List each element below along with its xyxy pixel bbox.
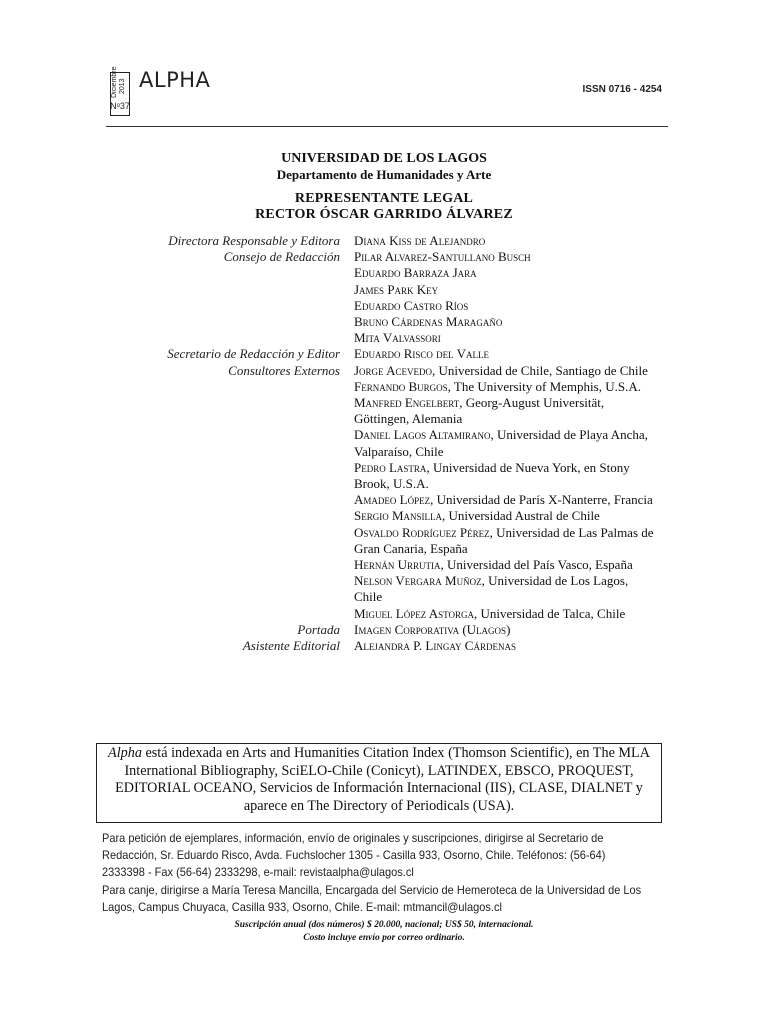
person-name: Bruno Cárdenas Maragaño xyxy=(354,314,503,330)
rector-name: RECTOR ÓSCAR GARRIDO ÁLVAREZ xyxy=(255,207,513,222)
masthead-row-consejo xyxy=(100,249,680,346)
consultant-entry: Sergio Mansilla, Universidad Austral de Chile xyxy=(354,508,600,524)
header-divider xyxy=(106,126,668,127)
masthead xyxy=(100,233,680,654)
consultant-entry: Amadeo López, Universidad de París X-Nanterre, Francia xyxy=(354,492,653,508)
university-title: UNIVERSIDAD DE LOS LAGOS xyxy=(281,151,487,166)
subscription-price: Suscripción anual (dos números) $ 20.000, nacional; US$ 50, internacional. xyxy=(234,920,534,930)
contact-info xyxy=(102,830,642,916)
person-name: Diana Kiss de Alejandro xyxy=(354,233,486,248)
journal-name: Alpha xyxy=(108,745,142,761)
consultant-entry: Nelson Vergara Muñoz, Universidad de Los Lagos, Chile xyxy=(354,573,629,605)
role-label: Consultores Externos xyxy=(228,362,340,378)
role-label: Directora Responsable y Editora xyxy=(168,233,340,248)
person-name: Eduardo Barraza Jara xyxy=(354,265,477,281)
logo-issue-number: $N^o37$ xyxy=(110,101,130,111)
contact-paragraph-orders: Para petición de ejemplares, información, envío de originales y suscripciones, dirigirse al Secretario de Redacción, Sr. Eduardo Risco, Avda. Fuchslocher 1305 - Casilla 933, Osorno, Chile. Teléfonos: (56-64) 2333398 - Fax (56-64) 2333298, e-mail: revistaalpha@ulagos.cl xyxy=(102,832,606,880)
person-name: Pilar Alvarez-Santullano Busch xyxy=(354,249,531,265)
consultant-entry: Fernando Burgos, The University of Memphis, U.S.A. xyxy=(354,378,641,394)
person-name: Eduardo Risco del Valle xyxy=(354,346,490,362)
masthead-row-consultores xyxy=(100,363,680,622)
person-name: James Park Key xyxy=(354,281,439,297)
person-name: Imagen Corporativa (Ulagos) xyxy=(354,621,511,637)
consultant-entry: Jorge Acevedo, Universidad de Chile, Santiago de Chile xyxy=(354,362,648,378)
masthead-row-directora xyxy=(100,233,680,249)
consultant-entry: Manfred Engelbert, Georg-August Universität, Göttingen, Alemania xyxy=(354,395,605,427)
role-label: Consejo de Redacción xyxy=(223,249,340,265)
masthead-row-secretario xyxy=(100,346,680,362)
role-label: Portada xyxy=(297,621,340,637)
consultant-entry: Osvaldo Rodríguez Pérez, Universidad de Las Palmas de Gran Canaria, España xyxy=(354,524,654,556)
shipping-note: Costo incluye envío por correo ordinario. xyxy=(303,933,465,943)
consultant-entry: Hernán Urrutia, Universidad del País Vasco, España xyxy=(354,557,633,573)
person-name: Alejandra P. Lingay Cárdenas xyxy=(354,638,516,654)
masthead-row-asistente xyxy=(100,638,680,654)
person-name: Mita Valvassori xyxy=(354,330,441,346)
indexing-text: está indexada en Arts and Humanities Citation Index (Thomson Scientific), en The MLA International Bibliography, SciELO-Chile (Conicyt), LATINDEX, EBSCO, PROQUEST, EDITORIAL OCEANO, Servicios de Información Internacional (IIS), CLASE, DIALNET y aparece en The Directory of Periodicals (USA). xyxy=(115,745,650,814)
consultant-entry: Daniel Lagos Altamirano, Universidad de Playa Ancha, Valparaíso, Chile xyxy=(354,427,648,459)
person-name: Eduardo Castro Ríos xyxy=(354,297,469,313)
masthead-row-portada xyxy=(100,622,680,638)
department-title: Departamento de Humanidades y Arte xyxy=(276,167,492,182)
consultant-entry: Miguel López Astorga, Universidad de Talca, Chile xyxy=(354,605,626,621)
indexing-notice xyxy=(96,743,662,823)
issn-label: ISSN 0716 - 4254 xyxy=(582,84,662,95)
legal-representative-heading: REPRESENTANTE LEGAL xyxy=(294,191,474,206)
contact-paragraph-exchange: Para canje, dirigirse a María Teresa Mancilla, Encargada del Servicio de Hemeroteca de la Universidad de Los Lagos, Campus Chuyaca, Casilla 933, Osorno, Chile. E-mail: mtmancil@ulagos.cl xyxy=(102,883,642,914)
role-label: Asistente Editorial xyxy=(242,638,340,654)
logo-year-label: Diciembre 2013 xyxy=(111,66,126,98)
role-label: Secretario de Redacción y Editor xyxy=(167,346,340,362)
consultant-entry: Pedro Lastra, Universidad de Nueva York, en Stony Brook, U.S.A. xyxy=(354,459,630,492)
journal-logo-title: ALPHA xyxy=(139,68,211,92)
